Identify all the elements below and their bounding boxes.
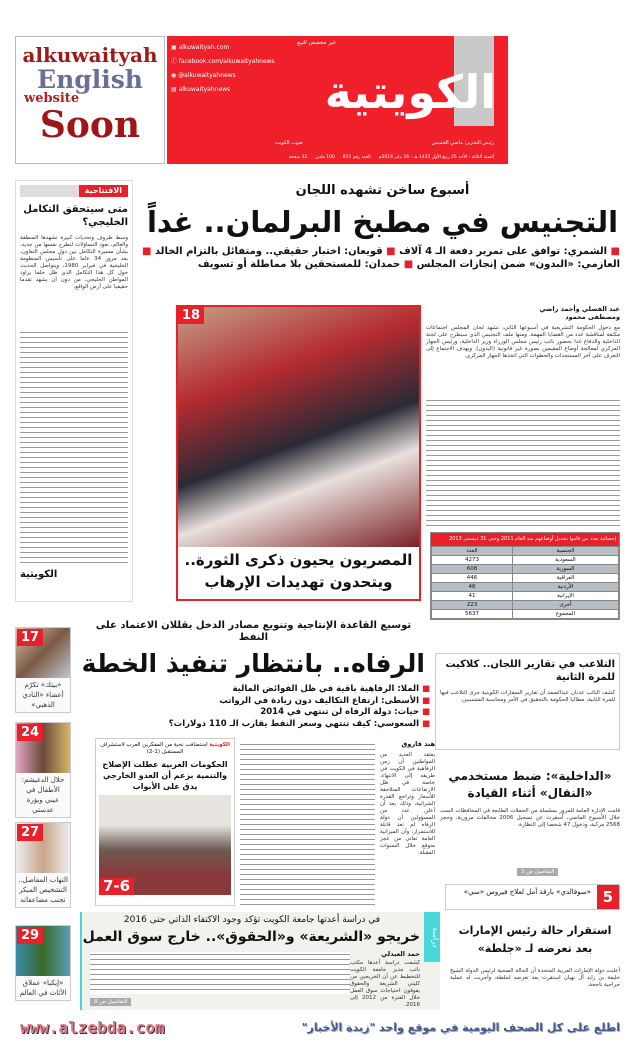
thumb-page: 24 [17,724,43,741]
uae-headline[interactable]: استقرار حالة رئيس الإمارات بعد تعرضه لـ «جلطة» [458,924,612,955]
photo-caption [178,547,419,593]
facebook-text: facebook.com/alkuwaityahnews [178,58,275,65]
study-body: كشفت دراسة أعدها مكتب نائب مدير جامعة الكويت للتخطيط عن أن الخريجين من كليتي الشريعة والحقوق يفوقون احتياجات سوق العمل خلال الفترة من 2012 إلى 2016. [350,960,420,1008]
stats-nationality: السعودية [512,556,618,565]
welfare-byline: هند فاروق [401,740,435,748]
interior-headline[interactable]: «الداخلية»: ضبط مستخدمي «النقال» أثناء القيادة [448,769,612,800]
forum-box[interactable] [95,738,235,906]
lead-byline: عبد الفضلي وأحمد راضي ومصطفى محمود [539,305,620,321]
stats-nationality: الإيرانية [512,592,618,601]
th-nationality: الجنسية [512,547,618,556]
thumb-item[interactable] [15,822,71,908]
thumb-caption: «بيتك» تكرّم أعضاء «النادي الذهبي» [22,681,64,709]
editorial-logo: الكويتية [20,569,58,580]
study-kicker: في دراسة أعدتها جامعة الكويت تؤكد وجود الاكتفاء الذاتي حتى 2016 [123,915,381,925]
th-count: العدد [432,547,513,556]
brief-text: «سوفالدي» بارقة أمل لعلاج فيروس «سي» [463,888,591,896]
stats-nationality: أخرى [512,601,618,610]
editorial-body-continued [20,330,128,565]
brief-box[interactable] [445,884,620,910]
stats-nationality: العراقية [512,574,618,583]
price: 100 فلس [315,155,335,160]
pages: 32 صفحة [288,155,308,160]
ad-line-1: alkuwaityah [22,43,158,67]
stats-nationality: المجموع [512,610,618,619]
stats-table [430,532,620,620]
welfare-kicker: توسيع القاعدة الإنتاجية وتنويع مصادر الدخل يقللان الاعتماد على النفط [95,620,412,643]
stats-row [432,565,619,574]
stats-count: 41 [432,592,513,601]
forum-kicker: استضافت نخبة من المفكرين العرب لاستشراف المستقبل (1-2) [100,742,208,755]
interior-more-link[interactable]: التفاصيل ص 3 [517,868,558,876]
stats-count: 4273 [432,556,513,565]
welfare-bullet: ■ الأسطى: ارتفاع التكاليف دون زيادة في الرواتب [80,696,430,708]
photo-caption-line-2: ويتحدون تهديدات الإرهاب [204,573,393,591]
brief-page: 5 [597,885,619,909]
committees-box[interactable] [435,653,620,750]
masthead [167,36,508,164]
stats-count: 608 [432,565,513,574]
footer-slogan: اطلع على كل الصحف اليومية في موقع واحد "زبدة الأخبار" [301,1021,620,1034]
ad-line-4: Soon [39,104,141,146]
study-tag: دراسة [424,912,440,962]
lead-kicker: أسبوع ساخن تشهده اللجان [295,183,470,198]
welfare-bullet: ■ حيات: دولة الرفاه لن تنتهي في 2014 [80,707,430,719]
lead-body: مع دخول الحكومة التشريعية في أسبوعها الثاني، تشهد لجان المجلس اجتماعات مكثفة لمناقشة عدد من القضايا المهمة، ومنها ملف التجنيس الذي سيطرح على لجنة الداخلية والدفاع غدا بحضور نائب رئيس مجلس الوزراء وزير الداخلية، ورئيس الجهاز المركزي لمعالجة أوضاع المقيمين بصورة غير قانونية (البدون). ويهدف الاجتماع إلى التعرف على آخر المستجدات والخطوات التي اتخذها الجهاز المركزي. [426,325,620,359]
welfare-headline[interactable]: الرفاه.. بانتظار تنفيذ الخطة [81,649,425,678]
thumb-item[interactable] [15,925,71,1001]
lead-photo-frame[interactable] [176,305,421,601]
stats-row [432,583,619,592]
website-text: alkuwaityah.com [178,44,230,51]
lead-bullet: ■ قويعان: اختبار حقيقي.. ومتفائل بالتزام الخالد [155,246,396,257]
issue-no: العدد رقم 811 [342,155,371,160]
welfare-bullet: ■ السعوسي: كيف تنتهي وسعر النفط يقارب الـ 110 دولارات؟ [80,719,430,731]
lead-body-continued [426,398,620,528]
editorial-title[interactable]: متى سيتحقق التكامل الخليجي؟ [23,204,128,228]
stats-count: 446 [432,574,513,583]
stats-row [432,601,619,610]
uae-body: أعلنت دولة الإمارات العربية المتحدة أن الحالة الصحية لرئيس الدولة الشيخ خليفة بن زايد آل نهيان استقرت بعد تعرضه لجلطة، وأجريت له عملية جراحية ناجحة. [450,968,620,988]
stats-nationality: السورية [512,565,618,574]
stats-row [432,610,619,619]
committees-body: كشف النائب عدنان عبدالصمد أن تقارير السفارات الكويتية جرى التلاعب فيها للمرة الثانية، مطالبا الحكومة بالتحقيق في الأمر ومحاسبة المتسببين. [440,690,615,703]
editorial-box [15,180,133,602]
lead-bullet: ■ الشمري: توافق على تمرير دفعة الـ 4 آلاف [399,246,620,257]
stats-count: 46 [432,583,513,592]
editorial-label: الافتتاحية [79,185,128,197]
study-byline: حمد العبدلي [381,950,420,958]
facebook-link[interactable]: ⓕ facebook.com/alkuwaityahnews [171,58,275,65]
stats-count: 223 [432,601,513,610]
social-links [171,41,275,97]
masthead-logo[interactable]: الكويتية [324,65,496,119]
study-body-continued [90,952,350,994]
instagram-text: alkuwaityahnews [178,86,231,93]
forum-badge: 7-6 [99,878,134,895]
lead-bullet: ■ العازمي: «البدون» ضمن إنجازات المجلس [142,246,620,270]
editorial-body: وسط ظروف وتحديات كبيرة تشهدها المنطقة والعالم، تعود التساؤلات لتطرح نفسها من جديد، بشأن مسيرة التكامل بين دول مجلس التعاون، بعد مرور 34 عاما على تأسيس المنظومة الخليجية في فبراير 1980، ويتواصل الحديث حول كل هذا التكامل الذي ظل حلما يراود المواطن الخليجي، من دون أن يشهد تقدما حقيقيا على أرض الواقع. [20,235,128,290]
stats-nationality: الأردنية [512,583,618,592]
photo-caption-line-1: المصريون يحيون ذكرى الثورة.. [184,551,413,569]
thumb-item[interactable] [15,627,71,713]
committees-headline: التلاعب في تقارير اللجان.. كلاكيت للمرة الثانية [445,659,615,683]
stats-row [432,574,619,583]
website-link[interactable]: ▣ alkuwaityah.com [171,44,230,51]
lead-headline[interactable]: التجنيس في مطبخ البرلمان.. غداً [146,205,619,239]
page-badge: 18 [178,307,204,324]
interior-body: قامت الإدارة العامة للمرور بسلسلة من الحملات الطابعة في المحافظات الست خلال الأسبوع الماضي، أسفرت عن تسجيل 2006 مخالفات مرورية، وحجز 2568 مركبة، ودخول 47 شخصا إلى النظارة. [440,808,620,828]
forum-headline: الحكومات العربية عطلت الإصلاح والتنمية بزعم أن العدو الخارجي يدق على الأبواب [102,760,228,791]
stats-row [432,592,619,601]
welfare-bullets [80,684,430,730]
instagram-link[interactable]: ▤ alkuwaityahnews [171,86,231,93]
issue-strip [289,155,494,160]
slogan: صوت الكويت [275,140,303,146]
stats-title: إحصائية بعدد من قاموا بتعديل أوضاعهم منذ العام 2011 وحتى 31 ديسمبر 2013 [431,533,619,546]
lead-bullets [140,245,620,271]
stats-row [432,556,619,565]
study-box[interactable] [80,912,440,1010]
crowd-photo [178,307,419,547]
stats-count: 5637 [432,610,513,619]
forum-brand: الكويتية [209,742,230,748]
ad-line-2: English [37,65,143,94]
thumb-page: 29 [17,927,43,944]
thumb-page: 17 [17,629,43,646]
twitter-link[interactable]: ◉ @alkuwaityahnews [171,72,236,79]
welfare-body-continued [240,742,375,905]
twitter-text: @alkuwaityahnews [178,72,236,79]
forum-photo [99,795,231,895]
editor-in-chief: رئيس التحرير: ماضي الخميس [431,140,494,146]
thumb-caption: «إيكيا» عملاق الأثاث في العالم [19,979,67,997]
footer-url[interactable]: www.alzebda.com [20,1018,165,1037]
thumb-item[interactable] [15,722,71,818]
study-more-link[interactable]: التفاصيل ص 8 [90,998,131,1006]
english-website-ad[interactable] [15,36,165,164]
thumb-page: 27 [17,824,43,841]
study-headline: خريجو «الشريعة» و«الحقوق».. خارج سوق العمل [82,929,420,945]
welfare-body: يعتقد العديد من المواطنين أن زمن الرفاهية في الكويت في طريقه إلى الانتهاء، خاصة في ظل الارتفاعات المتلاحقة للأسعار وتراجع القدرة الشرائية، وذلك بعد أن أعلن عدد من المسؤولين أن دولة الرفاه لم تعد قابلة للاستمرار، وأن الميزانية العامة تعاني من عجز متوقع خلال السنوات المقبلة. [380,752,435,856]
lead-bullet: ■ حمدان: للمستحقين بلا مماطلة أو تسويف [198,259,413,270]
thumb-caption: التهاب المفاصل.. التشخيص المبكر تجنب مضاعفاته [18,876,68,904]
ad-line-3: website [24,91,80,106]
issue-info: السنة الثالثة - الأحد 25 ربيع الأول 1435 هـ - 26 يناير 2014م [378,155,494,160]
welfare-bullet: ■ الملا: الرفاهية باقية في ظل الفوائض المالية [80,684,430,696]
not-for-sale: غير مخصص للبيع [297,40,336,46]
thumb-caption: حلال الدغيشم: الأطفال في عيني وبؤرة عدستي [21,776,65,814]
